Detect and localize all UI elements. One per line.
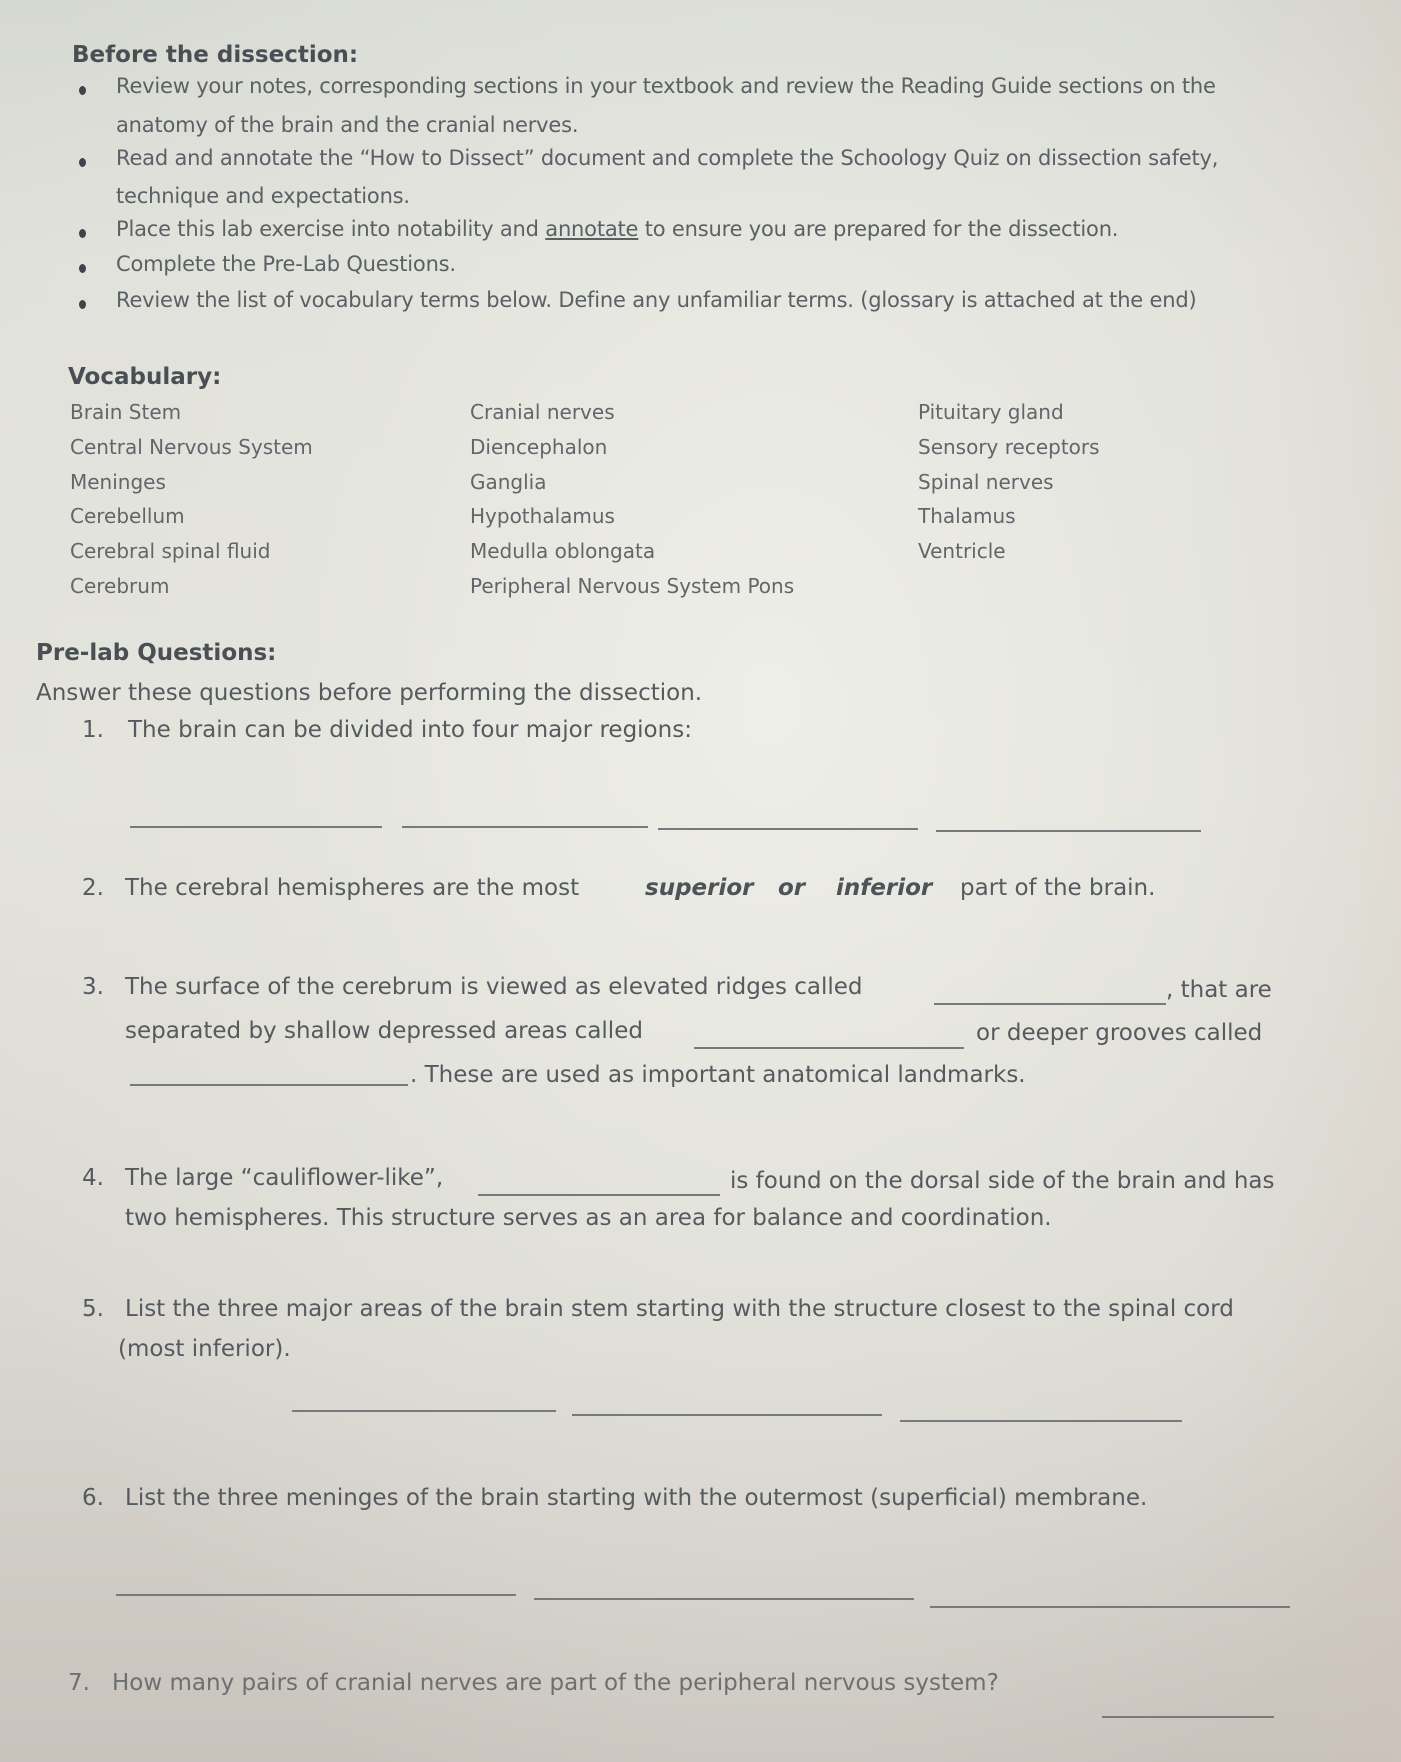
q5-answer-blank-1[interactable] xyxy=(292,1410,556,1412)
bullet-3-prefix: Place this lab exercise into notability and xyxy=(116,217,546,241)
q6-number: 6. xyxy=(82,1485,104,1511)
q3-number: 3. xyxy=(82,974,104,1000)
prelab-heading: Pre-lab Questions: xyxy=(36,640,277,666)
q4-line2: two hemispheres. This structure serves as an area for balance and coordination. xyxy=(125,1205,1052,1231)
q3-line2-before: separated by shallow depressed areas called xyxy=(125,1018,643,1044)
q1-number: 1. xyxy=(82,717,104,743)
q1-answer-blank-3[interactable] xyxy=(658,828,918,830)
q7-text: How many pairs of cranial nerves are part of the peripheral nervous system? xyxy=(112,1670,999,1696)
vocab-term: Pituitary gland xyxy=(918,400,1064,424)
prelab-instructions: Answer these questions before performing the dissection. xyxy=(36,680,703,706)
q5-answer-blank-3[interactable] xyxy=(900,1420,1182,1422)
q1-text: The brain can be divided into four major regions: xyxy=(128,717,692,743)
q6-text: List the three meninges of the brain starting with the outermost (superficial) membrane. xyxy=(125,1485,1148,1511)
q1-answer-blank-2[interactable] xyxy=(402,826,648,828)
bullet-1-line-2: anatomy of the brain and the cranial nerves. xyxy=(116,113,579,137)
vocab-term: Cranial nerves xyxy=(470,400,615,424)
q2-option-inferior[interactable]: inferior xyxy=(836,875,933,901)
q6-answer-blank-3[interactable] xyxy=(930,1606,1290,1608)
q1-answer-blank-4[interactable] xyxy=(936,830,1201,832)
q4-answer-blank[interactable] xyxy=(478,1194,720,1196)
q3-answer-blank-fissures[interactable] xyxy=(130,1084,408,1086)
bullet-icon xyxy=(79,86,86,95)
vocab-term: Thalamus xyxy=(918,504,1016,528)
bullet-icon xyxy=(79,264,86,273)
q3-line1-after: , that are xyxy=(1166,977,1272,1003)
bullet-3 xyxy=(116,217,1118,241)
vocab-term: Ganglia xyxy=(470,470,547,494)
q2-option-superior[interactable]: superior xyxy=(645,875,754,901)
vocab-term: Cerebral spinal fluid xyxy=(70,539,271,563)
q3-line1-before: The surface of the cerebrum is viewed as elevated ridges called xyxy=(125,974,863,1000)
q6-answer-blank-1[interactable] xyxy=(116,1594,516,1596)
bullet-5: Review the list of vocabulary terms below. Define any unfamiliar terms. (glossary is attached at the end) xyxy=(116,288,1197,312)
q5-answer-blank-2[interactable] xyxy=(572,1414,882,1416)
bullet-icon xyxy=(79,158,86,167)
q2-text-after: part of the brain. xyxy=(960,875,1156,901)
vocab-term: Sensory receptors xyxy=(918,435,1100,459)
vocab-term: Diencephalon xyxy=(470,435,608,459)
q4-line1-before: The large “cauliflower-like”, xyxy=(125,1165,444,1191)
bullet-3-underlined: annotate xyxy=(545,217,639,241)
q7-answer-blank[interactable] xyxy=(1102,1716,1274,1718)
q5-line1: List the three major areas of the brain stem starting with the structure closest to the spinal cord xyxy=(125,1296,1234,1322)
q2-text-before: The cerebral hemispheres are the most xyxy=(125,875,580,901)
bullet-1-line-1: Review your notes, corresponding sections in your textbook and review the Reading Guide sections on the xyxy=(116,74,1216,98)
vocab-term: Central Nervous System xyxy=(70,435,313,459)
vocab-term: Hypothalamus xyxy=(470,504,615,528)
q5-number: 5. xyxy=(82,1296,104,1322)
q4-line1-after: is found on the dorsal side of the brain and has xyxy=(730,1168,1275,1194)
q3-answer-blank-sulci[interactable] xyxy=(694,1047,964,1049)
q5-line2: (most inferior). xyxy=(118,1336,291,1362)
vocabulary-heading: Vocabulary: xyxy=(68,364,222,390)
q2-number: 2. xyxy=(82,875,104,901)
q3-line3-after: . These are used as important anatomical landmarks. xyxy=(410,1062,1026,1088)
vocab-term: Meninges xyxy=(70,470,166,494)
q2-or: or xyxy=(778,875,806,901)
bullet-4: Complete the Pre-Lab Questions. xyxy=(116,252,456,276)
vocab-term: Ventricle xyxy=(918,539,1006,563)
q6-answer-blank-2[interactable] xyxy=(534,1598,914,1600)
bullet-2-line-2: technique and expectations. xyxy=(116,184,410,208)
vocab-term: Medulla oblongata xyxy=(470,539,656,563)
bullet-icon xyxy=(79,300,86,309)
vocab-term: Cerebrum xyxy=(70,574,170,598)
vocab-term: Brain Stem xyxy=(70,400,182,424)
bullet-3-suffix: to ensure you are prepared for the dissection. xyxy=(638,217,1119,241)
q1-answer-blank-1[interactable] xyxy=(130,826,382,828)
before-dissection-heading: Before the dissection: xyxy=(72,42,359,68)
bullet-icon xyxy=(79,229,86,238)
q3-answer-blank-gyri[interactable] xyxy=(934,1003,1166,1005)
q3-line2-after: or deeper grooves called xyxy=(976,1020,1263,1046)
bullet-2-line-1: Read and annotate the “How to Dissect” document and complete the Schoology Quiz on dissection safety, xyxy=(116,146,1219,170)
q4-number: 4. xyxy=(82,1165,104,1191)
vocab-term: Cerebellum xyxy=(70,504,185,528)
vocab-term: Spinal nerves xyxy=(918,470,1054,494)
vocab-term: Peripheral Nervous System Pons xyxy=(470,574,795,598)
q7-number: 7. xyxy=(68,1670,90,1696)
